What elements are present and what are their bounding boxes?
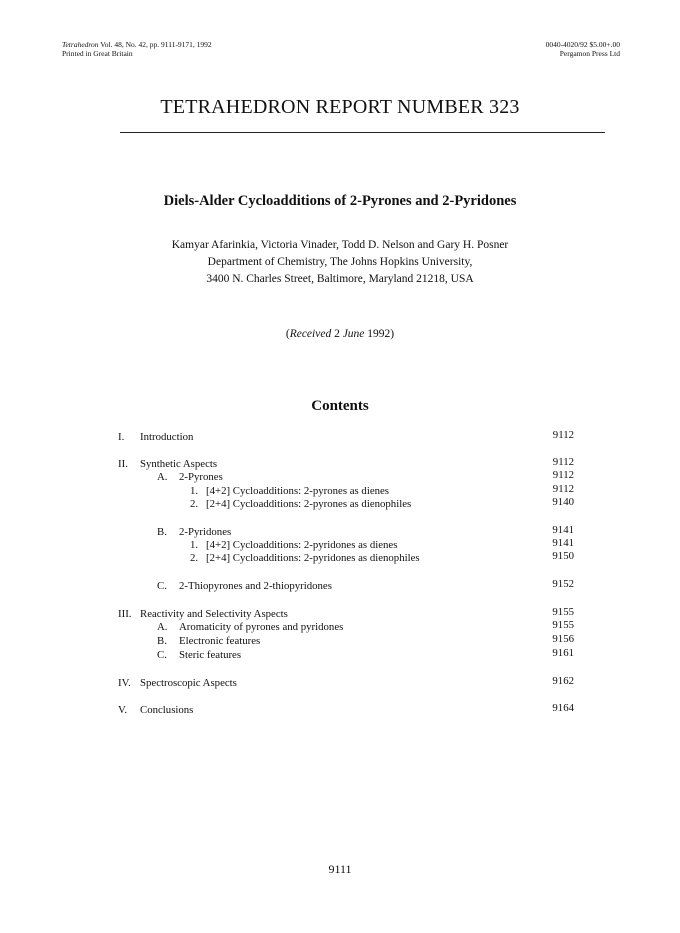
toc-entry [157,580,332,593]
toc-marker: A. [157,471,168,483]
toc-entry [190,485,389,498]
toc-page: 9141 [552,524,574,536]
toc-entry [190,539,397,552]
toc-marker: B. [157,635,167,647]
received-open: ( [285,328,290,340]
toc-entry [118,458,217,471]
toc-page: 9155 [552,619,574,631]
toc-entry [118,704,193,717]
journal-name: Tetrahedron [62,40,99,49]
toc-text: Introduction [140,431,194,443]
affiliation-line-2: 3400 N. Charles Street, Baltimore, Maryland 21218, USA [206,273,474,285]
toc-page: 9141 [552,537,574,549]
toc-page: 9164 [552,702,574,714]
toc-marker: C. [157,580,167,592]
toc-marker: I. [118,431,125,443]
contents-heading: Contents [311,398,369,414]
toc-text: Electronic features [179,635,261,647]
toc-marker: II. [118,458,128,470]
toc-page: 9112 [552,469,574,481]
toc-marker: V. [118,704,128,716]
toc-text: [2+4] Cycloadditions: 2-pyrones as dienophiles [206,498,412,510]
toc-text: [4+2] Cycloadditions: 2-pyrones as dienes [206,485,390,497]
toc-text: Conclusions [140,704,194,716]
toc-marker: B. [157,526,167,538]
toc-entry [190,498,411,511]
toc-text: [2+4] Cycloadditions: 2-pyridones as dienophiles [206,552,420,564]
toc-marker: 1. [190,539,199,551]
received-label: Received [289,328,332,340]
toc-text: [4+2] Cycloadditions: 2-pyridones as dienes [206,539,398,551]
toc-page: 9150 [552,550,574,562]
toc-text: Synthetic Aspects [140,458,218,470]
publisher: Pergamon Press Ltd [559,49,620,58]
toc-page: 9161 [552,647,574,659]
toc-entry [157,526,231,539]
received-date [0,328,680,340]
authors: Kamyar Afarinkia, Victoria Vinader, Todd D. Nelson and Gary H. Posner [171,239,509,251]
toc-entry [157,635,260,648]
received-close: 1992) [364,328,395,340]
received-month: June [342,328,365,340]
toc-text: 2-Pyridones [179,526,232,538]
running-header-left [62,40,212,58]
toc-text: 2-Thiopyrones and 2-thiopyridones [179,580,332,592]
toc-page: 9156 [552,633,574,645]
toc-text: Spectroscopic Aspects [140,677,237,689]
toc-page: 9140 [552,496,574,508]
toc-marker: IV. [118,677,131,689]
toc-entry [157,621,343,634]
toc-marker: A. [157,621,168,633]
printed-in: Printed in Great Britain [62,49,133,58]
journal-code: 0040-4020/92 $5.00+.00 [545,40,620,49]
received-day: 2 [331,328,343,340]
toc-text: Reactivity and Selectivity Aspects [140,608,288,620]
toc-text: 2-Pyrones [179,471,223,483]
toc-page: 9155 [552,606,574,618]
report-title: TETRAHEDRON REPORT NUMBER 323 [160,96,520,118]
toc-entry [157,471,223,484]
affiliation-line-1: Department of Chemistry, The Johns Hopkins University, [207,256,473,268]
toc-entry [157,649,241,662]
toc-marker: 2. [190,498,199,510]
citation-details: Vol. 48, No. 42, pp. 9111-9171, 1992 [100,40,212,49]
toc-marker: 1. [190,485,199,497]
toc-marker: 2. [190,552,199,564]
toc-marker: III. [118,608,132,620]
toc-entry [118,677,237,690]
toc-text: Aromaticity of pyrones and pyridones [179,621,344,633]
toc-entry [118,431,193,444]
toc-page: 9152 [552,578,574,590]
toc-entry [190,552,420,565]
toc-page: 9162 [552,675,574,687]
toc-text: Steric features [179,649,242,661]
toc-page: 9112 [552,456,574,468]
author-block [0,237,680,288]
toc-marker: C. [157,649,167,661]
article-title: Diels-Alder Cycloadditions of 2-Pyrones and 2-Pyridones [163,193,517,209]
toc-entry [118,608,288,621]
title-rule [120,132,605,133]
journal-citation [62,40,212,49]
toc-page: 9112 [552,429,574,441]
page-number: 9111 [328,862,352,876]
running-header-right [546,40,620,58]
toc-page: 9112 [552,483,574,495]
